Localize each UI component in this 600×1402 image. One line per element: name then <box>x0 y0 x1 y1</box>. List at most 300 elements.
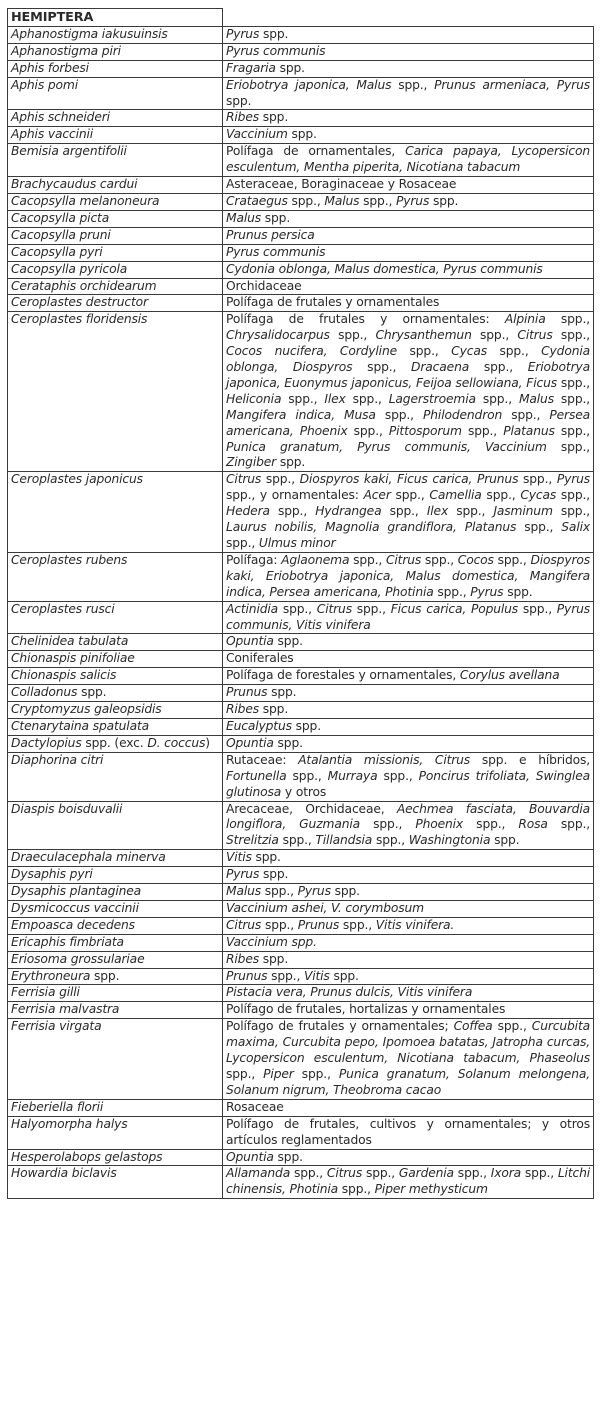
host-plant-segment: Zingiber <box>226 455 277 470</box>
host-plants-cell <box>223 193 594 210</box>
host-plant-segment: Citrus <box>385 552 422 567</box>
table-row <box>8 1002 594 1019</box>
pest-name-segment: Empoasca decedens <box>11 917 135 932</box>
host-plant-segment: spp., <box>390 488 430 503</box>
pest-name-cell <box>8 193 223 210</box>
host-plant-segment: Vitis vinifera. <box>375 917 455 932</box>
host-plant-segment: spp., <box>338 1182 375 1197</box>
host-plant-segment: spp. <box>259 702 289 717</box>
host-plants-cell <box>223 702 594 719</box>
host-plant-segment: Jasminum <box>493 504 553 519</box>
host-plant-segment: spp., <box>545 312 590 327</box>
pest-name-cell <box>8 735 223 752</box>
host-plant-segment: Vaccinium spp. <box>226 934 317 949</box>
host-plant-segment: spp. <box>490 833 520 848</box>
table-row <box>8 60 594 77</box>
pest-name-cell <box>8 884 223 901</box>
host-plant-segment: spp., <box>286 768 328 783</box>
host-plant-segment: spp., <box>552 504 590 519</box>
pest-name-cell <box>8 718 223 735</box>
host-plant-segment: Orchidaceae <box>226 278 302 293</box>
host-plant-segment: spp. <box>226 93 252 108</box>
host-plant-segment: spp., <box>554 423 590 438</box>
host-plant-segment: spp., <box>546 439 590 454</box>
host-plant-segment: spp., <box>339 917 376 932</box>
host-plant-segment: Pyrus communis, Vitis vinifera <box>226 601 590 632</box>
table-row <box>8 884 594 901</box>
host-plant-segment: Citrus <box>226 472 262 487</box>
host-plant-segment: Mangifera indica, Musa <box>226 407 376 422</box>
host-plant-segment: Cocos <box>457 552 494 567</box>
pest-name-segment: Ferrisia gilli <box>11 985 80 1000</box>
table-row <box>8 472 594 553</box>
pest-name-cell <box>8 312 223 472</box>
table-row <box>8 210 594 227</box>
host-plant-segment: spp., y ornamentales: <box>226 488 364 503</box>
pest-name-segment: Ceroplastes rusci <box>11 601 115 616</box>
host-plant-segment: spp., <box>287 193 325 208</box>
pest-name-segment: Cacopsylla pyricola <box>11 261 128 276</box>
host-plants-cell <box>223 127 594 144</box>
pest-name-cell <box>8 210 223 227</box>
host-plant-segment: spp., <box>261 884 298 899</box>
host-plant-segment: Citrus <box>316 601 352 616</box>
host-plant-segment: spp. <box>267 685 297 700</box>
table-row <box>8 850 594 867</box>
host-plant-segment: Prunus <box>226 685 268 700</box>
host-plant-segment: spp., <box>421 552 458 567</box>
host-plant-segment: spp., <box>521 1166 558 1181</box>
host-plant-segment: Polífago de frutales, hortalizas y ornamentales <box>226 1002 506 1017</box>
host-plant-segment: Opuntia <box>226 634 274 649</box>
host-plant-segment: spp., <box>261 917 298 932</box>
host-plant-segment: spp. <box>275 60 305 75</box>
host-plant-segment: spp. <box>429 193 459 208</box>
host-plant-segment: Cydonia oblonga, Malus domestica, Pyrus communis <box>226 261 543 276</box>
host-plant-segment: Litchi chinensis, Photinia <box>226 1166 591 1197</box>
host-plant-segment: Chrysanthemun <box>375 328 472 343</box>
host-plant-segment: Punica granatum, Solanum melongena, Solanum nigrum, Theobroma cacao <box>226 1067 590 1097</box>
table-row <box>8 934 594 951</box>
pest-name-segment: Diaspis boisduvalii <box>11 801 123 816</box>
pest-name-cell <box>8 1149 223 1166</box>
table-row <box>8 735 594 752</box>
host-plants-cell <box>223 1116 594 1149</box>
pest-name-segment: spp. (exc. <box>81 735 148 750</box>
table-row <box>8 1099 594 1116</box>
table-row <box>8 601 594 634</box>
host-plants-cell <box>223 1149 594 1166</box>
pest-name-cell <box>8 917 223 934</box>
pest-name-segment: Ceroplastes destructor <box>11 295 148 310</box>
host-plants-cell <box>223 312 594 472</box>
pest-name-segment: Ericaphis fimbriata <box>11 934 124 949</box>
pest-name-cell <box>8 295 223 312</box>
table-row <box>8 1149 594 1166</box>
host-plant-segment: spp., <box>349 552 386 567</box>
host-plant-segment: Eriobotrya japonica, Euonymus japonicus, Feijoa sellowiana, Ficus <box>226 360 591 390</box>
host-plant-segment: Laurus nobilis, Magnolia grandiflora, Platanus <box>226 520 517 535</box>
host-plant-segment: Diospyros kaki, Ficus carica, Prunus <box>299 472 519 487</box>
pest-name-segment: spp. <box>77 685 107 700</box>
host-plant-segment: Prunus <box>297 917 340 932</box>
host-plants-cell <box>223 900 594 917</box>
host-plant-segment: Citrus <box>326 1166 363 1181</box>
host-plant-segment: spp., <box>360 817 416 832</box>
host-plant-segment: spp. <box>276 455 306 470</box>
host-plants-cell <box>223 472 594 553</box>
pest-name-cell <box>8 1116 223 1149</box>
host-plant-segment: Pyrus <box>470 584 504 599</box>
host-plant-segment: Polífago de frutales, cultivos y ornamentales; y otros artículos reglamentados <box>226 1116 590 1147</box>
host-plant-segment: spp., <box>552 328 590 343</box>
host-plant-segment: spp., <box>226 1067 264 1081</box>
host-plant-segment: Heliconia <box>226 391 282 406</box>
pest-name-segment: Aphanostigma piri <box>11 43 121 58</box>
pest-name-cell <box>8 685 223 702</box>
pest-name-cell <box>8 601 223 634</box>
pest-name-segment: Chionaspis salicis <box>11 668 117 683</box>
host-plant-segment: spp., <box>471 328 518 343</box>
host-plant-segment: spp. <box>259 867 289 882</box>
host-plant-segment: spp., <box>475 391 519 406</box>
pest-name-segment: Ferrisia virgata <box>11 1019 102 1034</box>
host-plant-segment: spp. <box>329 968 359 983</box>
host-plant-segment: Chrysalidocarpus <box>226 328 330 343</box>
host-plant-segment: Camellia <box>429 488 482 503</box>
section-title: HEMIPTERA <box>8 9 223 27</box>
pest-name-segment: Cryptomyzus galeopsidis <box>11 702 162 717</box>
host-plant-segment: Prunus persica <box>226 227 315 242</box>
host-plant-segment: spp., <box>518 472 557 487</box>
table-row <box>8 668 594 685</box>
table-row <box>8 26 594 43</box>
pest-name-segment: Draeculacephala minerva <box>11 850 166 865</box>
section-header-empty-cell <box>223 9 594 27</box>
pest-name-cell <box>8 472 223 553</box>
pest-name-cell <box>8 1002 223 1019</box>
host-plant-segment: Cycas <box>520 488 557 503</box>
table-row <box>8 985 594 1002</box>
host-plant-segment: spp., <box>547 817 590 832</box>
host-plant-segment: spp., <box>557 375 590 390</box>
host-plant-segment: spp. <box>273 735 303 750</box>
host-plants-cell <box>223 867 594 884</box>
table-row <box>8 278 594 295</box>
host-plant-segment: Prunus armeniaca, Pyrus <box>434 77 590 92</box>
host-plants-cell <box>223 60 594 77</box>
table-row <box>8 144 594 177</box>
pest-name-segment: Aphanostigma iakusuinsis <box>11 26 168 41</box>
host-plant-segment: Lagerstroemia <box>388 391 476 406</box>
host-plant-segment: spp. <box>259 26 289 41</box>
host-plant-segment: Curcubita maxima, Curcubita pepo, Ipomoea batatas, Jatropha curcas, Lycopersicon esculentum, Nicotiana tabacum, Phaseolus <box>226 1019 591 1066</box>
pest-name-segment: Dactylopius <box>11 735 82 750</box>
host-plant-segment: Piper <box>263 1067 294 1081</box>
table-row <box>8 1166 594 1199</box>
table-row <box>8 685 594 702</box>
table-row <box>8 110 594 127</box>
host-plant-segment: Opuntia <box>226 735 274 750</box>
host-plants-cell <box>223 1002 594 1019</box>
pest-name-cell <box>8 244 223 261</box>
table-row <box>8 552 594 601</box>
pest-name-segment: Ceroplastes floridensis <box>11 312 148 327</box>
pest-name-segment: Hesperolabops gelastops <box>11 1149 163 1164</box>
pest-name-segment: Bemisia argentifolii <box>11 144 127 159</box>
host-plants-cell <box>223 917 594 934</box>
pest-name-segment: Cerataphis orchidearum <box>11 278 157 293</box>
pest-name-cell <box>8 1166 223 1199</box>
host-plant-segment: Ixora <box>490 1166 522 1181</box>
host-plant-segment: Pyrus <box>297 884 331 899</box>
table-row <box>8 295 594 312</box>
host-plants-cell <box>223 934 594 951</box>
host-plant-segment: Allamanda <box>226 1166 291 1181</box>
table-row <box>8 634 594 651</box>
pest-name-segment: Aphis forbesi <box>11 60 89 75</box>
pest-name-segment: Dysaphis pyri <box>11 867 93 882</box>
table-row <box>8 900 594 917</box>
pest-name-segment: Dysaphis plantaginea <box>11 884 142 899</box>
host-plant-segment: Coniferales <box>226 651 294 666</box>
pest-name-cell <box>8 26 223 43</box>
host-plant-segment: spp. <box>259 951 289 966</box>
host-plant-segment: spp., <box>278 601 317 616</box>
host-plant-segment: spp., <box>329 328 376 343</box>
host-plant-segment: Aglaonema <box>281 552 350 567</box>
host-plant-segment: Polífaga de forestales y ornamentales, <box>226 668 460 683</box>
host-plant-segment: Polífaga: <box>226 552 282 567</box>
host-plant-segment: Cycas <box>451 344 487 359</box>
host-plant-segment: spp. <box>330 884 360 899</box>
pest-name-cell <box>8 702 223 719</box>
host-plant-segment: Hydrangea <box>315 504 382 519</box>
host-plants-cell <box>223 951 594 968</box>
host-plant-segment: Ilex <box>324 391 346 406</box>
host-plant-segment: spp., <box>381 504 427 519</box>
table-row <box>8 127 594 144</box>
pest-name-segment: Cacopsylla pruni <box>11 227 111 242</box>
host-plant-segment: Eucalyptus <box>226 718 292 733</box>
host-plant-segment: Vaccinium ashei, V. corymbosum <box>226 900 424 915</box>
pest-name-segment: Aphis pomi <box>11 77 78 92</box>
pest-name-segment: Ceroplastes japonicus <box>11 472 143 487</box>
host-plant-segment: Murraya <box>327 768 378 783</box>
table-row <box>8 801 594 850</box>
pest-name-segment: Cacopsylla melanoneura <box>11 193 160 208</box>
pest-name-segment: Chionaspis pinifoliae <box>11 651 135 666</box>
host-plant-segment: spp., <box>453 1166 491 1181</box>
host-plant-segment: Salix <box>561 520 590 535</box>
host-plants-cell <box>223 261 594 278</box>
host-plant-segment: Arecaceae, Orchidaceae, <box>226 801 397 816</box>
host-plant-segment: Citrus <box>226 917 262 932</box>
host-plants-cell <box>223 278 594 295</box>
host-plant-segment: Piper methysticum <box>374 1182 488 1197</box>
host-plant-segment: Washingtonia <box>408 833 491 848</box>
host-plants-cell <box>223 850 594 867</box>
table-row <box>8 867 594 884</box>
host-plant-segment: Ribes <box>226 951 259 966</box>
table-row <box>8 177 594 194</box>
host-plant-segment: spp., <box>351 601 391 616</box>
host-plant-segment: Eriobotrya japonica, Malus <box>226 77 392 92</box>
host-plant-segment: Aechmea fasciata, Bouvardia longiflora, Guzmania <box>226 801 590 832</box>
host-plants-cell <box>223 884 594 901</box>
host-plant-segment: spp., <box>493 552 531 567</box>
host-plant-segment: Polífago de frutales y ornamentales; <box>226 1019 454 1034</box>
host-plant-segment: spp., <box>448 504 494 519</box>
pest-name-segment: Erythroneura <box>11 968 91 983</box>
pest-name-cell <box>8 77 223 110</box>
pest-name-cell <box>8 651 223 668</box>
pest-name-cell <box>8 278 223 295</box>
table-row <box>8 702 594 719</box>
host-plant-segment: Diospyros kaki, Eriobotrya japonica, Malus domestica, Mangifera indica, Persea americana, Photinia <box>226 552 590 599</box>
host-plant-segment: Asteraceae, Boraginaceae y Rosaceae <box>226 177 457 192</box>
host-plant-segment: spp. <box>287 127 317 142</box>
table-row <box>8 261 594 278</box>
pest-name-cell <box>8 668 223 685</box>
host-plant-segment: spp., <box>278 833 316 848</box>
host-plant-segment: spp., <box>269 504 316 519</box>
host-plant-segment: spp., <box>362 1166 399 1181</box>
host-plant-segment: Malus <box>324 193 360 208</box>
host-plant-segment: spp., <box>556 488 591 503</box>
host-plants-cell <box>223 801 594 850</box>
pest-host-table <box>7 8 594 1199</box>
host-plant-segment: spp., <box>281 391 325 406</box>
pest-name-cell <box>8 43 223 60</box>
pest-name-segment: Eriosoma grossulariae <box>11 951 145 966</box>
pest-name-cell <box>8 951 223 968</box>
host-plants-cell <box>223 177 594 194</box>
host-plant-segment: spp., <box>375 407 424 422</box>
host-plant-segment: spp. <box>261 210 291 225</box>
host-plant-segment: Ficus carica, Populus <box>390 601 519 616</box>
table-row <box>8 77 594 110</box>
host-plant-segment: spp. <box>291 718 321 733</box>
host-plant-segment: spp. <box>273 1149 303 1164</box>
host-plant-segment: Pyrus communis <box>226 244 326 259</box>
host-plant-segment: spp., <box>518 601 557 616</box>
section-header-row <box>8 9 594 27</box>
host-plant-segment: Polífaga de ornamentales, <box>226 144 406 159</box>
pest-name-cell <box>8 1019 223 1100</box>
pest-name-cell <box>8 900 223 917</box>
host-plant-segment: Acer <box>363 488 391 503</box>
host-plant-segment: Pyrus <box>226 26 260 41</box>
host-plants-cell <box>223 1099 594 1116</box>
host-plant-segment: Corylus avellana <box>459 668 560 683</box>
host-plant-segment: Platanus <box>503 423 555 438</box>
table-row <box>8 752 594 801</box>
pest-name-cell <box>8 227 223 244</box>
pest-name-segment: Aphis schneideri <box>11 110 110 125</box>
host-plant-segment: Actinidia <box>226 601 279 616</box>
host-plant-segment: Rosaceae <box>226 1099 284 1114</box>
pest-name-cell <box>8 177 223 194</box>
host-plants-cell <box>223 227 594 244</box>
host-plants-cell <box>223 244 594 261</box>
pest-name-segment: Brachycaudus cardui <box>11 177 138 192</box>
pest-name-cell <box>8 60 223 77</box>
host-plant-segment: Ulmus minor <box>258 536 336 550</box>
host-plant-segment: Fortunella <box>226 768 287 783</box>
pest-name-segment: Colladonus <box>11 685 78 700</box>
pest-name-cell <box>8 1099 223 1116</box>
host-plant-segment: spp. <box>251 850 281 865</box>
host-plant-segment: Atalantia missionis, Citrus <box>298 752 471 767</box>
host-plants-cell <box>223 752 594 801</box>
host-plants-cell <box>223 295 594 312</box>
pest-name-segment: Diaphorina citri <box>11 752 104 767</box>
pest-name-cell <box>8 127 223 144</box>
host-plant-segment: Pyrus <box>396 193 430 208</box>
host-plant-segment: Cocos nucifera, Cordyline <box>226 344 397 359</box>
pest-name-segment: Dysmicoccus vaccinii <box>11 900 139 915</box>
host-plant-segment: Polífaga de frutales y ornamentales <box>226 295 440 310</box>
host-plant-segment: Hedera <box>226 504 270 519</box>
host-plants-cell <box>223 144 594 177</box>
host-plants-cell <box>223 110 594 127</box>
pest-name-cell <box>8 985 223 1002</box>
host-plant-segment: spp., <box>516 520 562 535</box>
pest-name-cell <box>8 934 223 951</box>
table-row <box>8 1019 594 1100</box>
host-plant-segment: Gardenia <box>398 1166 454 1181</box>
host-plant-segment: Prunus <box>226 968 268 983</box>
host-plants-cell <box>223 651 594 668</box>
pest-name-segment: Cacopsylla picta <box>11 210 110 225</box>
host-plant-segment: spp. <box>273 634 303 649</box>
host-plant-segment: Dracaena <box>411 360 470 375</box>
host-plant-segment: Vaccinium <box>226 127 288 142</box>
host-plant-segment: spp., <box>267 968 304 983</box>
pest-name-cell <box>8 110 223 127</box>
table-row <box>8 917 594 934</box>
pest-name-cell <box>8 752 223 801</box>
host-plant-segment: spp., <box>352 360 412 375</box>
host-plant-segment: Strelitzia <box>226 833 279 848</box>
pest-name-cell <box>8 801 223 850</box>
host-plants-cell <box>223 26 594 43</box>
host-plant-segment: spp., <box>347 423 389 438</box>
pest-name-cell <box>8 144 223 177</box>
host-plant-segment: Pistacia vera, Prunus dulcis, Vitis vinifera <box>226 985 473 1000</box>
host-plant-segment: spp., <box>372 833 409 848</box>
host-plants-cell <box>223 601 594 634</box>
host-plant-segment: Ilex <box>426 504 449 519</box>
host-plant-segment: Vitis <box>303 968 330 983</box>
host-plant-segment: Coffea <box>453 1019 493 1034</box>
host-plant-segment: Crataegus <box>226 193 288 208</box>
host-plant-segment: y otros <box>281 784 327 799</box>
host-plants-cell <box>223 668 594 685</box>
host-plant-segment: Poncirus trifoliata, Swinglea glutinosa <box>226 768 590 799</box>
table-row <box>8 312 594 472</box>
host-plant-segment: Malus <box>226 210 262 225</box>
pest-name-segment: spp. <box>90 968 120 983</box>
host-plant-segment: spp., <box>486 344 542 359</box>
host-plant-segment: Philodendron <box>423 407 503 422</box>
host-plant-segment: Phoenix <box>415 817 464 832</box>
host-plant-segment: Malus <box>518 391 554 406</box>
host-plant-segment: spp. e híbridos, <box>470 752 591 767</box>
host-plant-segment: spp., <box>553 391 591 406</box>
host-plants-cell <box>223 1019 594 1100</box>
